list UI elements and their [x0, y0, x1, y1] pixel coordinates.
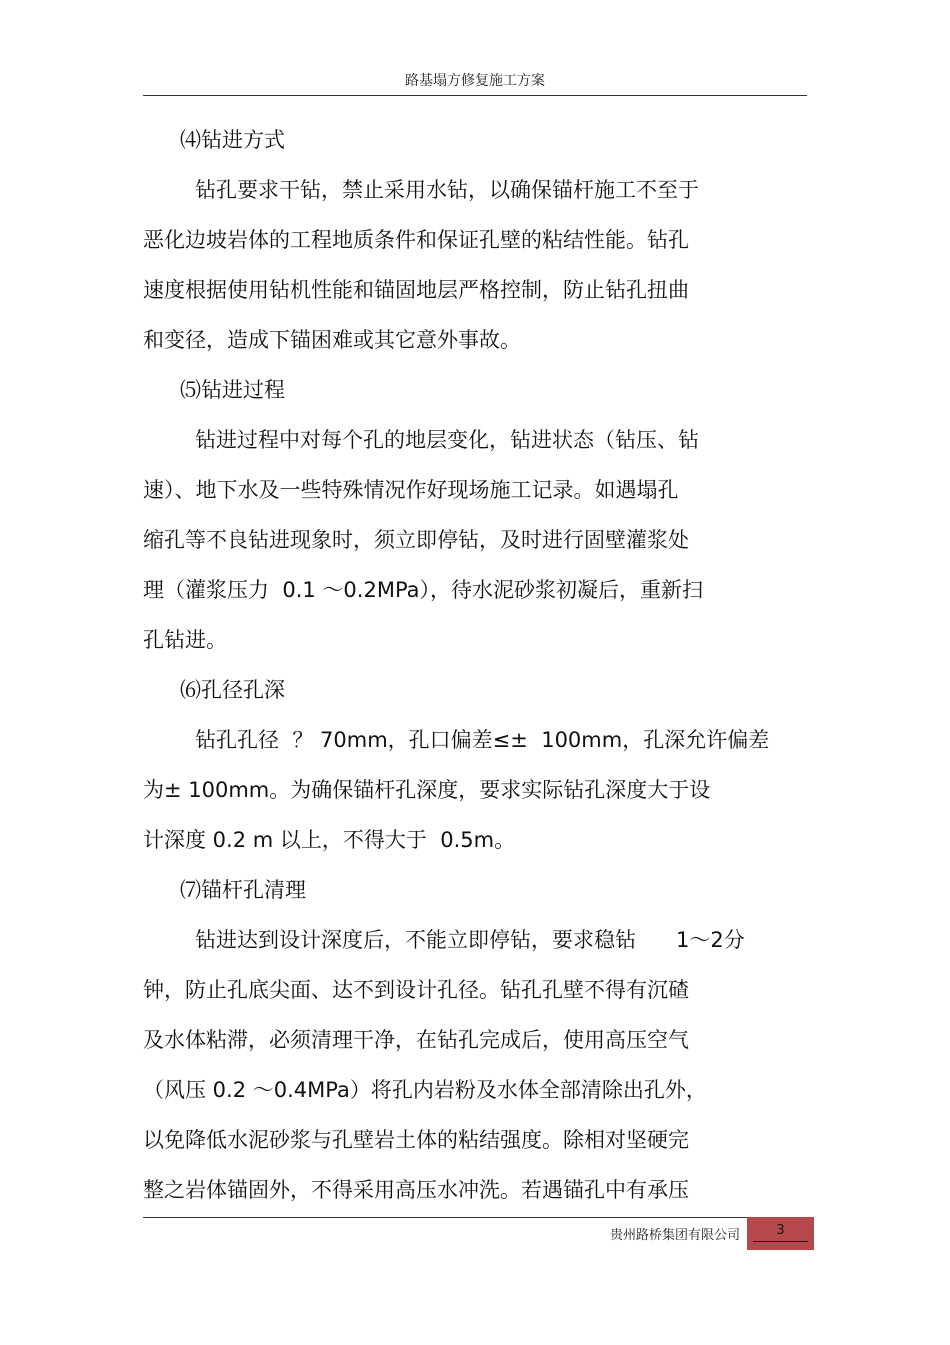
paragraph-line: 计深度 0.2 m 以上，不得大于 0.5m。: [143, 828, 516, 852]
header-title: 路基塌方修复施工方案: [405, 73, 545, 89]
paragraph-line: 钻孔要求干钻，禁止采用水钻，以确保锚杆施工不至于: [195, 178, 699, 202]
paragraph-line: 钻进达到设计深度后，不能立即停钻，要求稳钻 1～2分: [195, 928, 745, 952]
heading-drilling-method: ⑷钻进方式: [180, 128, 285, 152]
header-divider: [143, 95, 807, 96]
page-number: 3: [776, 1223, 785, 1238]
paragraph-line: 整之岩体锚固外，不得采用高压水冲洗。若遇锚孔中有承压: [143, 1178, 689, 1202]
paragraph-line: 速）、地下水及一些特殊情况作好现场施工记录。如遇塌孔: [143, 478, 679, 502]
paragraph-line: 孔钻进。: [143, 628, 227, 652]
paragraph-line: 理（灌浆压力 0.1 ～0.2MPa），待水泥砂浆初凝后，重新扫: [143, 578, 704, 602]
paragraph-line: 缩孔等不良钻进现象时，须立即停钻，及时进行固壁灌浆处: [143, 528, 689, 552]
paragraph-line: 速度根据使用钻机性能和锚固地层严格控制，防止钻孔扭曲: [143, 278, 689, 302]
heading-hole-cleaning: ⑺锚杆孔清理: [180, 878, 306, 902]
page-number-box: [747, 1217, 814, 1250]
paragraph-line: （风压 0.2 ～0.4MPa）将孔内岩粉及水体全部清除出孔外，: [143, 1078, 707, 1102]
paragraph-line: 以免降低水泥砂浆与孔壁岩土体的粘结强度。除相对坚硬完: [143, 1128, 689, 1152]
paragraph-line: 及水体粘滞，必须清理干净，在钻孔完成后，使用高压空气: [143, 1028, 689, 1052]
paragraph-line: 钟，防止孔底尖面、达不到设计孔径。钻孔孔壁不得有沉碴: [143, 978, 689, 1002]
paragraph-line: 恶化边坡岩体的工程地质条件和保证孔壁的粘结性能。钻孔: [143, 228, 689, 252]
footer-divider: [143, 1217, 747, 1218]
heading-hole-diameter-depth: ⑹孔径孔深: [180, 678, 285, 702]
paragraph-line: 为± 100mm。为确保锚杆孔深度，要求实际钻孔深度大于设: [143, 778, 711, 802]
paragraph-line: 钻进过程中对每个孔的地层变化，钻进状态（钻压、钻: [195, 428, 699, 452]
footer-company: 贵州路桥集团有限公司: [609, 1228, 740, 1243]
page-number-underline: [753, 1241, 808, 1242]
heading-drilling-process: ⑸钻进过程: [180, 378, 285, 402]
paragraph-line: 和变径，造成下锚困难或其它意外事故。: [143, 328, 521, 352]
paragraph-line: 钻孔孔径 ？ 70mm，孔口偏差≤± 100mm，孔深允许偏差: [195, 728, 770, 752]
